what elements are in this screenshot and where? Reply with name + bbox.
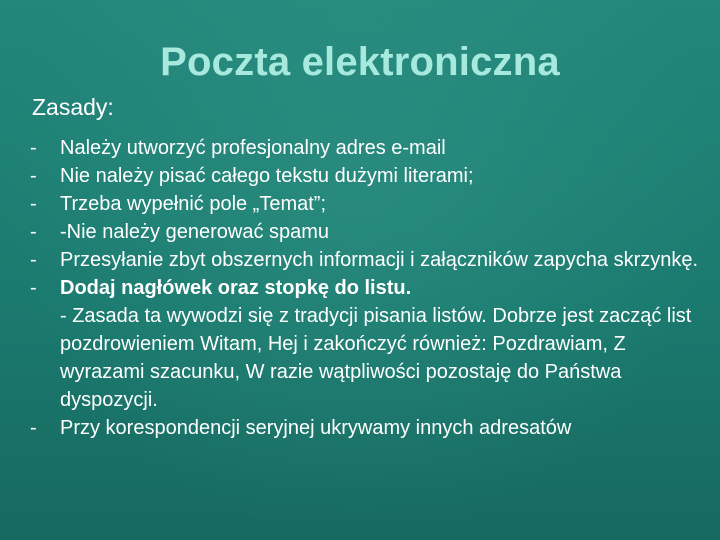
list-item (30, 414, 700, 442)
bullet-dash: - (30, 249, 37, 271)
list-item-text: Przesyłanie zbyt obszernych informacji i załączników zapycha skrzynkę. (60, 249, 699, 271)
bullet-dash: - (30, 277, 37, 299)
section-heading: Zasady: (32, 94, 114, 120)
list-item-text: -Nie należy generować spamu (60, 221, 330, 243)
list-item-heading: Dodaj nagłówek oraz stopkę do listu. (60, 277, 412, 299)
list-item (30, 190, 700, 218)
list-item (30, 134, 700, 162)
list-item (30, 274, 700, 414)
slide-title: Poczta elektroniczna (160, 40, 560, 84)
list-item (30, 218, 700, 246)
list-item-text: Trzeba wypełnić pole „Temat”; (60, 193, 327, 215)
list-item-text: Należy utworzyć profesjonalny adres e-mail (60, 137, 446, 159)
rules-list (30, 134, 700, 442)
bullet-dash: - (30, 165, 37, 187)
bullet-dash: - (30, 193, 37, 215)
list-item (30, 246, 700, 274)
bullet-dash: - (30, 417, 37, 439)
list-item (30, 162, 700, 190)
list-item-text: Nie należy pisać całego tekstu dużymi literami; (60, 165, 474, 187)
list-item-text: Przy korespondencji seryjnej ukrywamy innych adresatów (60, 417, 572, 439)
bullet-dash: - (30, 137, 37, 159)
bullet-dash: - (30, 221, 37, 243)
list-item-note: - Zasada ta wywodzi się z tradycji pisania listów. Dobrze jest zacząć list pozdrowieniem Witam, Hej i zakończyć również: Pozdrawiam, Z wyrazami szacunku, W razie wątpliwości pozostaję do Państwa dyspozycji. (60, 305, 692, 411)
